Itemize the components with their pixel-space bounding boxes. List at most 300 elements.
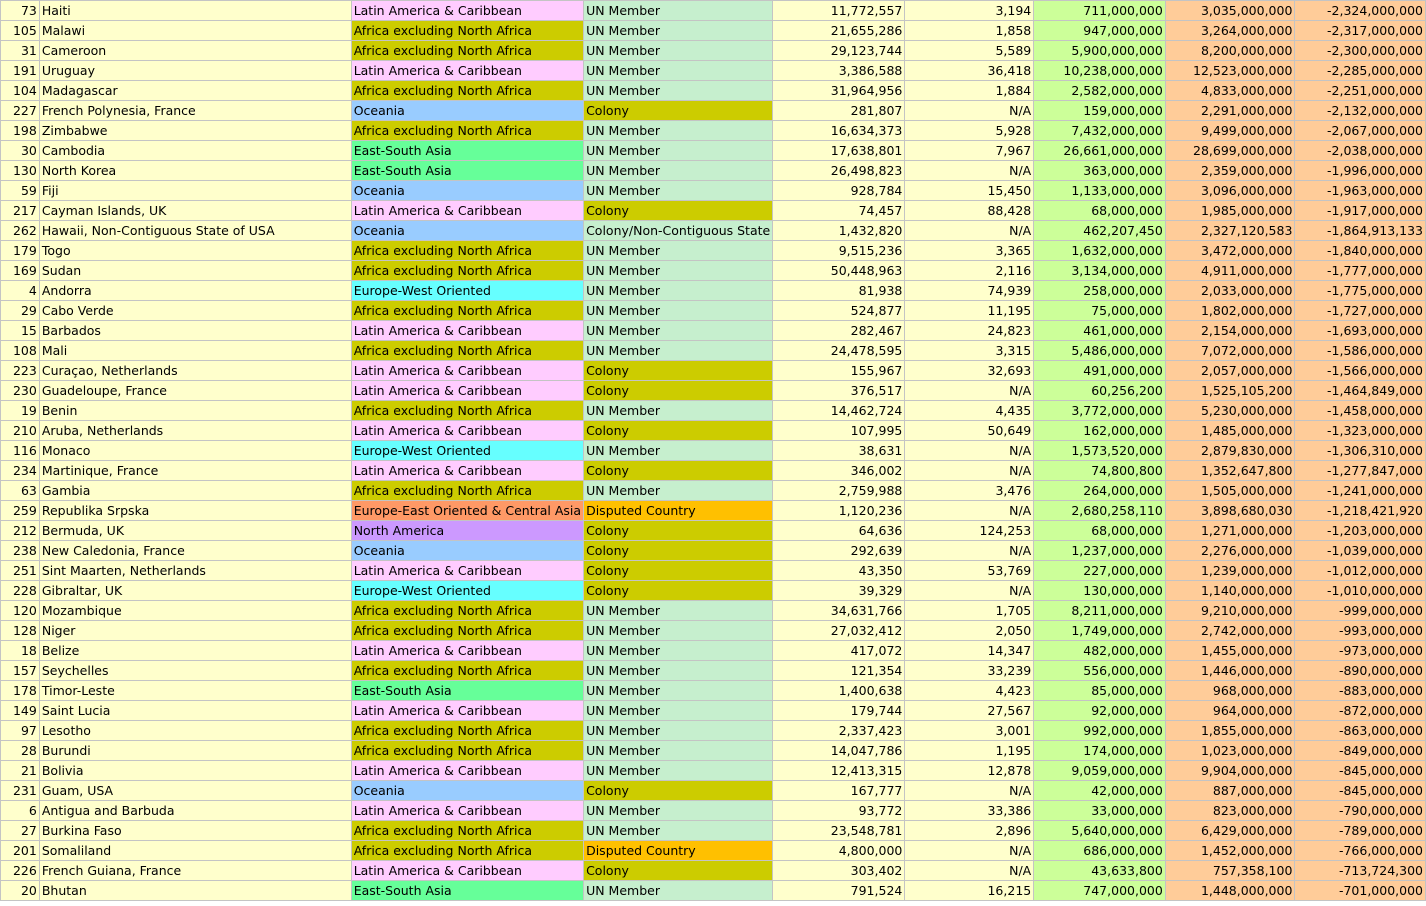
country-cell[interactable]: Antigua and Barbuda [39,801,351,821]
gdp-per-capita-cell[interactable]: 53,769 [905,561,1034,581]
country-cell[interactable]: Monaco [39,441,351,461]
region-cell[interactable]: Africa excluding North Africa [351,241,583,261]
trade-balance-cell[interactable]: -713,724,300 [1295,861,1426,881]
country-cell[interactable]: Cabo Verde [39,301,351,321]
imports-cell[interactable]: 1,485,000,000 [1165,421,1295,441]
population-cell[interactable]: 26,498,823 [773,161,905,181]
imports-cell[interactable]: 9,210,000,000 [1165,601,1295,621]
region-cell[interactable]: Africa excluding North Africa [351,661,583,681]
exports-cell[interactable]: 130,000,000 [1034,581,1166,601]
id-cell[interactable]: 230 [1,381,40,401]
country-cell[interactable]: Togo [39,241,351,261]
population-cell[interactable]: 17,638,801 [773,141,905,161]
region-cell[interactable]: East-South Asia [351,681,583,701]
exports-cell[interactable]: 264,000,000 [1034,481,1166,501]
exports-cell[interactable]: 711,000,000 [1034,1,1166,21]
gdp-per-capita-cell[interactable]: 2,050 [905,621,1034,641]
exports-cell[interactable]: 363,000,000 [1034,161,1166,181]
id-cell[interactable]: 169 [1,261,40,281]
country-cell[interactable]: Bhutan [39,881,351,901]
status-cell[interactable]: Disputed Country [584,501,773,521]
population-cell[interactable]: 167,777 [773,781,905,801]
gdp-per-capita-cell[interactable]: 1,705 [905,601,1034,621]
region-cell[interactable]: Latin America & Caribbean [351,801,583,821]
id-cell[interactable]: 28 [1,741,40,761]
id-cell[interactable]: 108 [1,341,40,361]
id-cell[interactable]: 4 [1,281,40,301]
country-cell[interactable]: Cayman Islands, UK [39,201,351,221]
imports-cell[interactable]: 1,448,000,000 [1165,881,1295,901]
imports-cell[interactable]: 3,264,000,000 [1165,21,1295,41]
trade-balance-cell[interactable]: -1,586,000,000 [1295,341,1426,361]
id-cell[interactable]: 104 [1,81,40,101]
population-cell[interactable]: 524,877 [773,301,905,321]
country-cell[interactable]: Haiti [39,1,351,21]
id-cell[interactable]: 29 [1,301,40,321]
country-cell[interactable]: Zimbabwe [39,121,351,141]
imports-cell[interactable]: 3,472,000,000 [1165,241,1295,261]
exports-cell[interactable]: 1,749,000,000 [1034,621,1166,641]
imports-cell[interactable]: 2,033,000,000 [1165,281,1295,301]
gdp-per-capita-cell[interactable]: N/A [905,581,1034,601]
country-cell[interactable]: Gibraltar, UK [39,581,351,601]
imports-cell[interactable]: 968,000,000 [1165,681,1295,701]
id-cell[interactable]: 149 [1,701,40,721]
imports-cell[interactable]: 1,985,000,000 [1165,201,1295,221]
status-cell[interactable]: Colony [584,201,773,221]
country-cell[interactable]: Benin [39,401,351,421]
status-cell[interactable]: UN Member [584,321,773,341]
country-cell[interactable]: Mozambique [39,601,351,621]
gdp-per-capita-cell[interactable]: 74,939 [905,281,1034,301]
population-cell[interactable]: 179,744 [773,701,905,721]
region-cell[interactable]: Europe-West Oriented [351,581,583,601]
trade-balance-cell[interactable]: -2,324,000,000 [1295,1,1426,21]
imports-cell[interactable]: 2,276,000,000 [1165,541,1295,561]
gdp-per-capita-cell[interactable]: 3,315 [905,341,1034,361]
imports-cell[interactable]: 2,057,000,000 [1165,361,1295,381]
id-cell[interactable]: 6 [1,801,40,821]
population-cell[interactable]: 14,047,786 [773,741,905,761]
gdp-per-capita-cell[interactable]: 12,878 [905,761,1034,781]
id-cell[interactable]: 191 [1,61,40,81]
id-cell[interactable]: 210 [1,421,40,441]
id-cell[interactable]: 116 [1,441,40,461]
imports-cell[interactable]: 5,230,000,000 [1165,401,1295,421]
gdp-per-capita-cell[interactable]: 27,567 [905,701,1034,721]
imports-cell[interactable]: 1,446,000,000 [1165,661,1295,681]
id-cell[interactable]: 20 [1,881,40,901]
region-cell[interactable]: Africa excluding North Africa [351,81,583,101]
id-cell[interactable]: 27 [1,821,40,841]
country-cell[interactable]: Mali [39,341,351,361]
region-cell[interactable]: Latin America & Caribbean [351,1,583,21]
status-cell[interactable]: UN Member [584,241,773,261]
status-cell[interactable]: UN Member [584,741,773,761]
id-cell[interactable]: 128 [1,621,40,641]
region-cell[interactable]: Latin America & Caribbean [351,701,583,721]
trade-balance-cell[interactable]: -1,566,000,000 [1295,361,1426,381]
id-cell[interactable]: 105 [1,21,40,41]
id-cell[interactable]: 226 [1,861,40,881]
trade-balance-cell[interactable]: -1,775,000,000 [1295,281,1426,301]
status-cell[interactable]: UN Member [584,81,773,101]
country-cell[interactable]: North Korea [39,161,351,181]
imports-cell[interactable]: 964,000,000 [1165,701,1295,721]
status-cell[interactable]: UN Member [584,601,773,621]
country-cell[interactable]: Madagascar [39,81,351,101]
id-cell[interactable]: 15 [1,321,40,341]
imports-cell[interactable]: 2,742,000,000 [1165,621,1295,641]
country-cell[interactable]: Barbados [39,321,351,341]
gdp-per-capita-cell[interactable]: 2,116 [905,261,1034,281]
country-cell[interactable]: Gambia [39,481,351,501]
gdp-per-capita-cell[interactable]: 50,649 [905,421,1034,441]
imports-cell[interactable]: 1,140,000,000 [1165,581,1295,601]
region-cell[interactable]: Latin America & Caribbean [351,61,583,81]
population-cell[interactable]: 2,337,423 [773,721,905,741]
id-cell[interactable]: 198 [1,121,40,141]
country-cell[interactable]: Guam, USA [39,781,351,801]
region-cell[interactable]: Latin America & Caribbean [351,761,583,781]
population-cell[interactable]: 1,432,820 [773,221,905,241]
id-cell[interactable]: 157 [1,661,40,681]
gdp-per-capita-cell[interactable]: 5,928 [905,121,1034,141]
country-cell[interactable]: Andorra [39,281,351,301]
exports-cell[interactable]: 162,000,000 [1034,421,1166,441]
id-cell[interactable]: 259 [1,501,40,521]
trade-balance-cell[interactable]: -993,000,000 [1295,621,1426,641]
imports-cell[interactable]: 1,023,000,000 [1165,741,1295,761]
population-cell[interactable]: 34,631,766 [773,601,905,621]
exports-cell[interactable]: 42,000,000 [1034,781,1166,801]
trade-balance-cell[interactable]: -1,306,310,000 [1295,441,1426,461]
exports-cell[interactable]: 1,237,000,000 [1034,541,1166,561]
trade-balance-cell[interactable]: -1,864,913,133 [1295,221,1426,241]
gdp-per-capita-cell[interactable]: 1,884 [905,81,1034,101]
trade-balance-cell[interactable]: -2,038,000,000 [1295,141,1426,161]
country-cell[interactable]: Bolivia [39,761,351,781]
region-cell[interactable]: Africa excluding North Africa [351,481,583,501]
gdp-per-capita-cell[interactable]: 124,253 [905,521,1034,541]
population-cell[interactable]: 74,457 [773,201,905,221]
population-cell[interactable]: 16,634,373 [773,121,905,141]
exports-cell[interactable]: 5,486,000,000 [1034,341,1166,361]
imports-cell[interactable]: 1,525,105,200 [1165,381,1295,401]
region-cell[interactable]: Africa excluding North Africa [351,41,583,61]
gdp-per-capita-cell[interactable]: N/A [905,101,1034,121]
status-cell[interactable]: UN Member [584,21,773,41]
imports-cell[interactable]: 9,499,000,000 [1165,121,1295,141]
id-cell[interactable]: 63 [1,481,40,501]
status-cell[interactable]: UN Member [584,721,773,741]
country-cell[interactable]: Sudan [39,261,351,281]
country-cell[interactable]: Uruguay [39,61,351,81]
region-cell[interactable]: Latin America & Caribbean [351,361,583,381]
status-cell[interactable]: UN Member [584,161,773,181]
gdp-per-capita-cell[interactable]: 5,589 [905,41,1034,61]
imports-cell[interactable]: 1,271,000,000 [1165,521,1295,541]
gdp-per-capita-cell[interactable]: N/A [905,861,1034,881]
region-cell[interactable]: Latin America & Caribbean [351,321,583,341]
region-cell[interactable]: Oceania [351,101,583,121]
gdp-per-capita-cell[interactable]: N/A [905,221,1034,241]
trade-balance-cell[interactable]: -766,000,000 [1295,841,1426,861]
region-cell[interactable]: Latin America & Caribbean [351,861,583,881]
exports-cell[interactable]: 43,633,800 [1034,861,1166,881]
country-cell[interactable]: Burkina Faso [39,821,351,841]
trade-balance-cell[interactable]: -2,067,000,000 [1295,121,1426,141]
id-cell[interactable]: 59 [1,181,40,201]
region-cell[interactable]: Africa excluding North Africa [351,841,583,861]
gdp-per-capita-cell[interactable]: 32,693 [905,361,1034,381]
population-cell[interactable]: 1,120,236 [773,501,905,521]
id-cell[interactable]: 179 [1,241,40,261]
status-cell[interactable]: UN Member [584,821,773,841]
trade-balance-cell[interactable]: -849,000,000 [1295,741,1426,761]
region-cell[interactable]: North America [351,521,583,541]
population-cell[interactable]: 64,636 [773,521,905,541]
trade-balance-cell[interactable]: -1,458,000,000 [1295,401,1426,421]
population-cell[interactable]: 14,462,724 [773,401,905,421]
id-cell[interactable]: 227 [1,101,40,121]
status-cell[interactable]: UN Member [584,401,773,421]
status-cell[interactable]: Colony [584,561,773,581]
trade-balance-cell[interactable]: -2,132,000,000 [1295,101,1426,121]
status-cell[interactable]: Colony [584,421,773,441]
imports-cell[interactable]: 2,291,000,000 [1165,101,1295,121]
gdp-per-capita-cell[interactable]: 33,386 [905,801,1034,821]
gdp-per-capita-cell[interactable]: 1,858 [905,21,1034,41]
gdp-per-capita-cell[interactable]: 14,347 [905,641,1034,661]
status-cell[interactable]: UN Member [584,661,773,681]
trade-balance-cell[interactable]: -790,000,000 [1295,801,1426,821]
exports-cell[interactable]: 462,207,450 [1034,221,1166,241]
population-cell[interactable]: 81,938 [773,281,905,301]
trade-balance-cell[interactable]: -2,300,000,000 [1295,41,1426,61]
status-cell[interactable]: UN Member [584,441,773,461]
population-cell[interactable]: 39,329 [773,581,905,601]
imports-cell[interactable]: 823,000,000 [1165,801,1295,821]
gdp-per-capita-cell[interactable]: N/A [905,781,1034,801]
imports-cell[interactable]: 1,802,000,000 [1165,301,1295,321]
imports-cell[interactable]: 3,096,000,000 [1165,181,1295,201]
exports-cell[interactable]: 992,000,000 [1034,721,1166,741]
status-cell[interactable]: UN Member [584,41,773,61]
population-cell[interactable]: 292,639 [773,541,905,561]
region-cell[interactable]: Africa excluding North Africa [351,261,583,281]
imports-cell[interactable]: 8,200,000,000 [1165,41,1295,61]
country-cell[interactable]: Sint Maarten, Netherlands [39,561,351,581]
id-cell[interactable]: 19 [1,401,40,421]
trade-balance-cell[interactable]: -2,285,000,000 [1295,61,1426,81]
imports-cell[interactable]: 12,523,000,000 [1165,61,1295,81]
exports-cell[interactable]: 8,211,000,000 [1034,601,1166,621]
id-cell[interactable]: 120 [1,601,40,621]
id-cell[interactable]: 223 [1,361,40,381]
gdp-per-capita-cell[interactable]: N/A [905,841,1034,861]
population-cell[interactable]: 1,400,638 [773,681,905,701]
trade-balance-cell[interactable]: -1,963,000,000 [1295,181,1426,201]
trade-balance-cell[interactable]: -1,464,849,000 [1295,381,1426,401]
id-cell[interactable]: 73 [1,1,40,21]
country-cell[interactable]: Republika Srpska [39,501,351,521]
id-cell[interactable]: 251 [1,561,40,581]
population-cell[interactable]: 155,967 [773,361,905,381]
population-cell[interactable]: 282,467 [773,321,905,341]
status-cell[interactable]: Colony [584,381,773,401]
id-cell[interactable]: 234 [1,461,40,481]
status-cell[interactable]: UN Member [584,701,773,721]
population-cell[interactable]: 21,655,286 [773,21,905,41]
gdp-per-capita-cell[interactable]: 3,476 [905,481,1034,501]
region-cell[interactable]: Africa excluding North Africa [351,341,583,361]
trade-balance-cell[interactable]: -1,840,000,000 [1295,241,1426,261]
gdp-per-capita-cell[interactable]: 11,195 [905,301,1034,321]
id-cell[interactable]: 228 [1,581,40,601]
status-cell[interactable]: UN Member [584,1,773,21]
id-cell[interactable]: 212 [1,521,40,541]
imports-cell[interactable]: 2,879,830,000 [1165,441,1295,461]
id-cell[interactable]: 201 [1,841,40,861]
population-cell[interactable]: 24,478,595 [773,341,905,361]
region-cell[interactable]: Latin America & Caribbean [351,381,583,401]
country-cell[interactable]: Belize [39,641,351,661]
gdp-per-capita-cell[interactable]: 7,967 [905,141,1034,161]
trade-balance-cell[interactable]: -1,917,000,000 [1295,201,1426,221]
exports-cell[interactable]: 33,000,000 [1034,801,1166,821]
region-cell[interactable]: Europe-East Oriented & Central Asia [351,501,583,521]
exports-cell[interactable]: 74,800,800 [1034,461,1166,481]
id-cell[interactable]: 178 [1,681,40,701]
id-cell[interactable]: 97 [1,721,40,741]
region-cell[interactable]: Africa excluding North Africa [351,301,583,321]
imports-cell[interactable]: 6,429,000,000 [1165,821,1295,841]
exports-cell[interactable]: 92,000,000 [1034,701,1166,721]
region-cell[interactable]: Oceania [351,541,583,561]
population-cell[interactable]: 281,807 [773,101,905,121]
region-cell[interactable]: Europe-West Oriented [351,441,583,461]
exports-cell[interactable]: 2,582,000,000 [1034,81,1166,101]
status-cell[interactable]: Colony [584,861,773,881]
population-cell[interactable]: 93,772 [773,801,905,821]
status-cell[interactable]: Disputed Country [584,841,773,861]
exports-cell[interactable]: 556,000,000 [1034,661,1166,681]
region-cell[interactable]: Latin America & Caribbean [351,561,583,581]
population-cell[interactable]: 4,800,000 [773,841,905,861]
trade-balance-cell[interactable]: -999,000,000 [1295,601,1426,621]
exports-cell[interactable]: 1,133,000,000 [1034,181,1166,201]
id-cell[interactable]: 18 [1,641,40,661]
id-cell[interactable]: 262 [1,221,40,241]
status-cell[interactable]: Colony [584,541,773,561]
population-cell[interactable]: 121,354 [773,661,905,681]
region-cell[interactable]: Africa excluding North Africa [351,621,583,641]
population-cell[interactable]: 928,784 [773,181,905,201]
exports-cell[interactable]: 258,000,000 [1034,281,1166,301]
exports-cell[interactable]: 3,772,000,000 [1034,401,1166,421]
country-cell[interactable]: Saint Lucia [39,701,351,721]
imports-cell[interactable]: 7,072,000,000 [1165,341,1295,361]
exports-cell[interactable]: 947,000,000 [1034,21,1166,41]
status-cell[interactable]: UN Member [584,801,773,821]
id-cell[interactable]: 31 [1,41,40,61]
id-cell[interactable]: 30 [1,141,40,161]
imports-cell[interactable]: 1,505,000,000 [1165,481,1295,501]
population-cell[interactable]: 43,350 [773,561,905,581]
imports-cell[interactable]: 1,352,647,800 [1165,461,1295,481]
exports-cell[interactable]: 26,661,000,000 [1034,141,1166,161]
gdp-per-capita-cell[interactable]: 4,435 [905,401,1034,421]
status-cell[interactable]: UN Member [584,621,773,641]
trade-balance-cell[interactable]: -2,317,000,000 [1295,21,1426,41]
country-cell[interactable]: Malawi [39,21,351,41]
id-cell[interactable]: 217 [1,201,40,221]
country-cell[interactable]: Timor-Leste [39,681,351,701]
exports-cell[interactable]: 159,000,000 [1034,101,1166,121]
gdp-per-capita-cell[interactable]: 3,194 [905,1,1034,21]
population-cell[interactable]: 2,759,988 [773,481,905,501]
trade-balance-cell[interactable]: -1,277,847,000 [1295,461,1426,481]
country-cell[interactable]: Aruba, Netherlands [39,421,351,441]
region-cell[interactable]: Africa excluding North Africa [351,121,583,141]
trade-balance-cell[interactable]: -701,000,000 [1295,881,1426,901]
trade-balance-cell[interactable]: -1,693,000,000 [1295,321,1426,341]
population-cell[interactable]: 3,386,588 [773,61,905,81]
region-cell[interactable]: East-South Asia [351,881,583,901]
trade-balance-cell[interactable]: -863,000,000 [1295,721,1426,741]
gdp-per-capita-cell[interactable]: 2,896 [905,821,1034,841]
country-cell[interactable]: French Guiana, France [39,861,351,881]
trade-balance-cell[interactable]: -1,039,000,000 [1295,541,1426,561]
gdp-per-capita-cell[interactable]: 3,365 [905,241,1034,261]
country-cell[interactable]: Burundi [39,741,351,761]
gdp-per-capita-cell[interactable]: 16,215 [905,881,1034,901]
exports-cell[interactable]: 3,134,000,000 [1034,261,1166,281]
trade-balance-cell[interactable]: -1,996,000,000 [1295,161,1426,181]
status-cell[interactable]: UN Member [584,641,773,661]
exports-cell[interactable]: 5,640,000,000 [1034,821,1166,841]
country-cell[interactable]: Seychelles [39,661,351,681]
imports-cell[interactable]: 2,327,120,583 [1165,221,1295,241]
imports-cell[interactable]: 1,855,000,000 [1165,721,1295,741]
status-cell[interactable]: UN Member [584,881,773,901]
status-cell[interactable]: UN Member [584,281,773,301]
exports-cell[interactable]: 491,000,000 [1034,361,1166,381]
status-cell[interactable]: Colony [584,361,773,381]
trade-balance-cell[interactable]: -1,777,000,000 [1295,261,1426,281]
imports-cell[interactable]: 2,154,000,000 [1165,321,1295,341]
country-cell[interactable]: Hawaii, Non-Contiguous State of USA [39,221,351,241]
country-cell[interactable]: New Caledonia, France [39,541,351,561]
exports-cell[interactable]: 1,573,520,000 [1034,441,1166,461]
exports-cell[interactable]: 68,000,000 [1034,201,1166,221]
status-cell[interactable]: UN Member [584,681,773,701]
imports-cell[interactable]: 887,000,000 [1165,781,1295,801]
trade-balance-cell[interactable]: -1,241,000,000 [1295,481,1426,501]
gdp-per-capita-cell[interactable]: 24,823 [905,321,1034,341]
status-cell[interactable]: Colony [584,101,773,121]
status-cell[interactable]: UN Member [584,181,773,201]
exports-cell[interactable]: 686,000,000 [1034,841,1166,861]
gdp-per-capita-cell[interactable]: 3,001 [905,721,1034,741]
trade-balance-cell[interactable]: -1,323,000,000 [1295,421,1426,441]
id-cell[interactable]: 21 [1,761,40,781]
gdp-per-capita-cell[interactable]: N/A [905,461,1034,481]
trade-balance-cell[interactable]: -789,000,000 [1295,821,1426,841]
region-cell[interactable]: Africa excluding North Africa [351,601,583,621]
trade-balance-cell[interactable]: -872,000,000 [1295,701,1426,721]
